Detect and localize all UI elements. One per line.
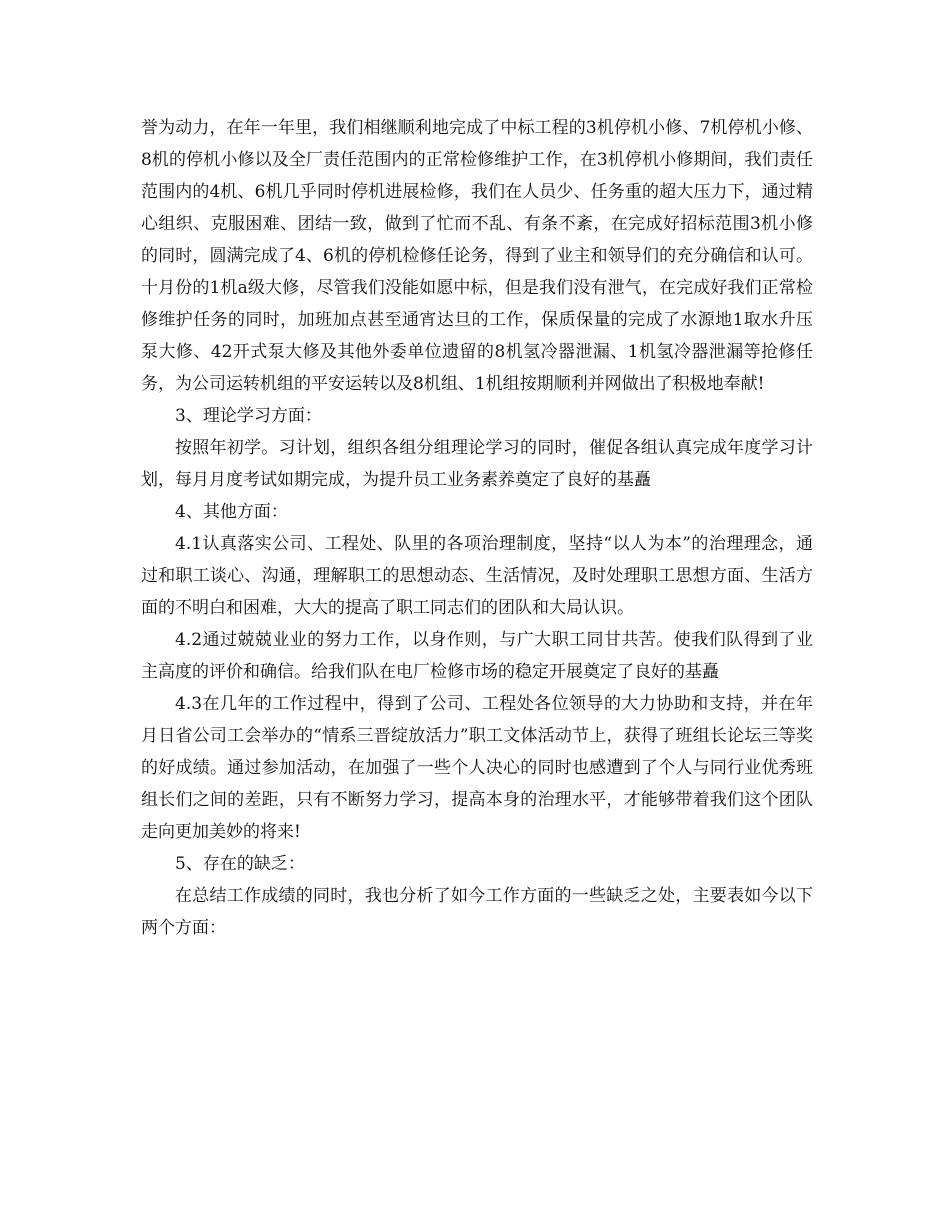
paragraph-shortcomings: 在总结工作成绩的同时，我也分析了如今工作方面的一些缺乏之处，主要表如今以下两个方面： [141,886,813,938]
paragraph-item-4-3: 4.3在几年的工作过程中，得到了公司、工程处各位领导的大力协助和支持，并在年月日省公司工会举办的“情系三晋绽放活力”职工文体活动节上，获得了班组长论坛三等奖的好成绩。通过参加活动，在加强了一些个人决心的同时也感遭到了个人与同行业优秀班组长们之间的差距，只有不断努力学习，提高本身的治理水平，才能够带着我们这个团队走向更加美妙的将来! [141,694,813,842]
section-heading-theory-study: 3、理论学习方面： [175,406,322,426]
document-body [141,112,813,944]
paragraph-continuation: 誉为动力，在年一年里，我们相继顺利地完成了中标工程的3机停机小修、7机停机小修、8机的停机小修以及全厂责任范围内的正常检修维护工作，在3机停机小修期间，我们责任范围内的4机、6机几乎同时停机进展检修，我们在人员少、任务重的超大压力下，通过精心组织、克服困难、团结一致，做到了忙而不乱、有条不紊，在完成好招标范围3机小修的同时，圆满完成了4、6机的停机检修任论务，得到了业主和领导们的充分确信和认可。十月份的1机a级大修，尽管我们没能如愿中标，但是我们没有泄气，在完成好我们正常检修维护任务的同时，加班加点甚至通宵达旦的工作，保质保量的完成了水源地1取水升压泵大修、42开式泵大修及其他外委单位遗留的8机氢冷器泄漏、1机氢冷器泄漏等抢修任务，为公司运转机组的平安运转以及8机组、1机组按期顺利并网做出了积极地奉献! [141,118,813,394]
paragraph-item-4-2: 4.2通过兢兢业业的努力工作，以身作则，与广大职工同甘共苦。使我们队得到了业主高度的评价和确信。给我们队在电厂检修市场的稳定开展奠定了良好的基矗 [141,630,813,682]
paragraph-item-4-1: 4.1认真落实公司、工程处、队里的各项治理制度，坚持“以人为本”的治理理念，通过和职工谈心、沟通，理解职工的思想动态、生活情况，及时处理职工思想方面、生活方面的不明白和困难，大大的提高了职工同志们的团队和大局认识。 [141,534,813,618]
section-heading-shortcomings: 5、存在的缺乏： [175,854,305,874]
paragraph-theory-study: 按照年初学。习计划，组织各组分组理论学习的同时，催促各组认真完成年度学习计划，每月月度考试如期完成，为提升员工业务素养奠定了良好的基矗 [141,438,813,490]
section-heading-other-aspects: 4、其他方面： [175,502,288,522]
